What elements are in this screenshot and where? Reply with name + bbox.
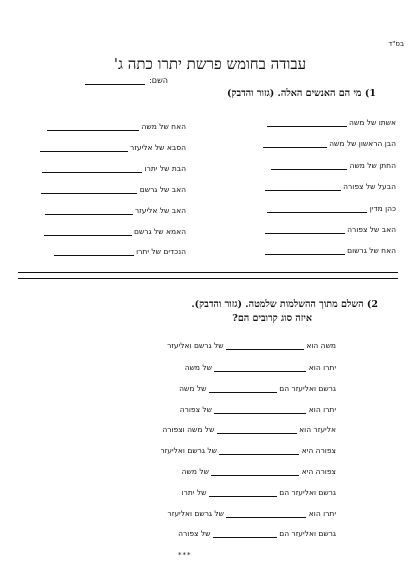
q2-row-start: אליעזר הוא <box>299 425 336 434</box>
page-title: עבודה בחומש פרשת יתרו כתה ג' <box>113 55 307 73</box>
q2-row-end: של צפורה <box>178 529 211 538</box>
q2-row-end: של משה <box>184 363 212 372</box>
answer-blank[interactable] <box>40 143 128 152</box>
q2-row-start: יתרו הוא <box>308 363 336 372</box>
answer-blank[interactable] <box>44 227 132 236</box>
q2-row-start: יתרו הוא <box>308 509 336 518</box>
q1-right-label: הבעל של צפורה <box>343 182 396 191</box>
q2-row <box>179 384 336 393</box>
answer-blank[interactable] <box>214 363 306 372</box>
name-label: השם: <box>149 76 168 85</box>
q1-right-row <box>265 182 396 191</box>
q1-left-row <box>47 122 186 131</box>
q2-row-start: צפורה היא <box>301 446 336 455</box>
q2-row-start: גרשם ואליעזר הם <box>279 384 336 393</box>
q1-right-row <box>267 118 396 127</box>
q2-row <box>160 446 336 455</box>
q2-row-start: צפורה היא <box>301 467 336 476</box>
q1-right-row <box>271 161 396 170</box>
answer-blank[interactable] <box>263 139 327 148</box>
answer-blank[interactable] <box>267 118 347 127</box>
answer-blank[interactable] <box>47 122 139 131</box>
q1-left-row <box>45 206 186 215</box>
q2-row-end: של משה וצפורה <box>162 425 215 434</box>
q2-row <box>162 425 336 434</box>
name-blank[interactable] <box>85 76 145 85</box>
q1-right-label: כהן מדין <box>369 204 396 213</box>
answer-blank[interactable] <box>271 161 347 170</box>
q2-row-start: גרשם ואליעזר הם <box>279 488 336 497</box>
q1-right-label: אשתו של משה <box>349 118 396 127</box>
q1-left-label: האמא של גרשם <box>134 227 186 236</box>
q1-right-label: החתן של משה <box>349 161 396 170</box>
answer-blank[interactable] <box>265 246 345 255</box>
answer-blank[interactable] <box>226 509 306 518</box>
answer-blank[interactable] <box>211 467 299 476</box>
q2-row-end: של משה <box>181 467 209 476</box>
divider-bottom <box>18 278 398 279</box>
q2-row <box>178 529 336 538</box>
q2-row-end: של צפורה <box>179 405 212 414</box>
footer-mark: *** <box>178 551 192 559</box>
q2-row <box>182 467 336 476</box>
answer-blank[interactable] <box>217 425 297 434</box>
name-row <box>85 76 168 85</box>
q2-row-start: יתרו הוא <box>308 405 336 414</box>
bsd-mark: בס"ד <box>388 40 404 48</box>
q1-left-row <box>42 164 186 173</box>
q2-row-end: של גרשם ואליעזר <box>160 446 217 455</box>
q2-row-end: של גרשם ואליעזר <box>167 509 224 518</box>
answer-blank[interactable] <box>213 529 277 538</box>
q2-row-end: של משה <box>179 384 207 393</box>
question-2-subprompt: איזה סוג קרובים הם? <box>232 313 312 324</box>
answer-blank[interactable] <box>42 164 142 173</box>
q2-row-start: משה הוא <box>306 341 336 350</box>
q1-left-label: האב של אליעזר <box>134 206 186 215</box>
q2-row <box>182 488 336 497</box>
answer-blank[interactable] <box>209 384 277 393</box>
answer-blank[interactable] <box>214 405 306 414</box>
q2-row <box>167 341 336 350</box>
answer-blank[interactable] <box>219 446 299 455</box>
answer-blank[interactable] <box>265 225 345 234</box>
answer-blank[interactable] <box>265 182 341 191</box>
q1-right-label: האח של גרשום <box>347 246 396 255</box>
answer-blank[interactable] <box>267 204 367 213</box>
q2-row <box>180 405 336 414</box>
divider-top <box>18 272 398 273</box>
q1-left-row <box>41 185 186 194</box>
question-2-prompt: 2) השלם מתוך ההשלמות שלמטה. (גזור והדבק). <box>191 299 378 310</box>
q2-row-start: גרשם ואליעזר הם <box>279 529 336 538</box>
q2-row-end: של יתרו <box>181 488 207 497</box>
q1-right-label: הבן הראשון של משה <box>329 139 396 148</box>
q2-row-end: של גרשם ואליעזר <box>167 341 224 350</box>
q1-left-label: האח של משה <box>141 122 186 131</box>
q1-right-label: האב של צפורה <box>347 225 396 234</box>
q1-left-label: הנכדים של יתרו <box>136 247 186 256</box>
q1-right-row <box>267 204 396 213</box>
q1-left-row <box>40 143 186 152</box>
answer-blank[interactable] <box>41 185 137 194</box>
q1-left-label: הסבא של אליעזר <box>130 143 186 152</box>
q1-left-label: האב של גרשם <box>139 185 186 194</box>
answer-blank[interactable] <box>226 341 304 350</box>
q1-left-row <box>44 227 186 236</box>
answer-blank[interactable] <box>45 206 133 215</box>
q2-row <box>185 363 336 372</box>
q1-right-row <box>265 225 396 234</box>
question-1-prompt: 1) מי הם האנשים האלה. (גזור והדבק) <box>226 88 376 99</box>
q1-right-row <box>263 139 396 148</box>
answer-blank[interactable] <box>209 488 277 497</box>
answer-blank[interactable] <box>54 247 134 256</box>
q1-right-row <box>265 246 396 255</box>
q1-left-label: הבת של יתרו <box>144 164 186 173</box>
q1-left-row <box>54 247 186 256</box>
q2-row <box>168 509 337 518</box>
